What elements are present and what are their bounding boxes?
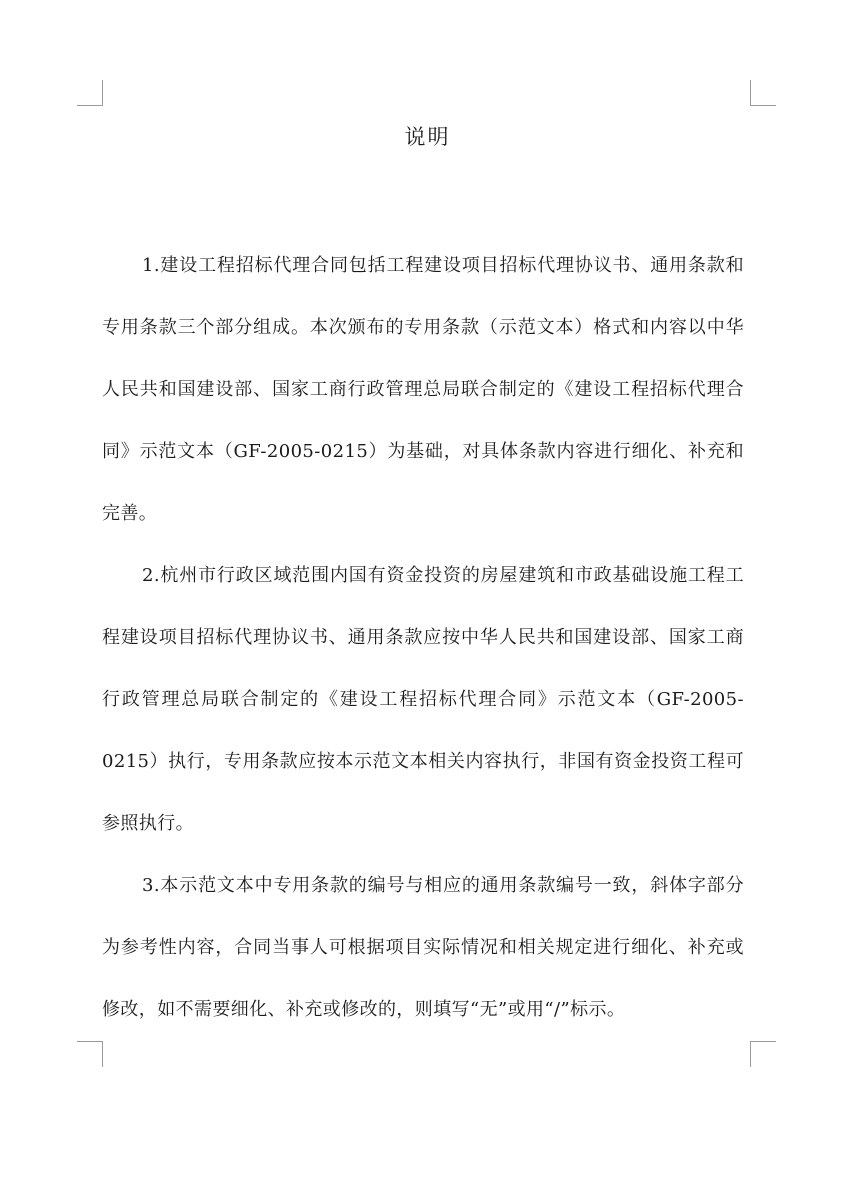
document-title: 说明 xyxy=(404,125,451,149)
paragraph-2: 2.杭州市行政区域范围内国有资金投资的房屋建筑和市政基础设施工程工程建设项目招标代理协议书、通用条款应按中华人民共和国建设部、国家工商行政管理总局联合制定的《建设工程招标代理合同》示范文本（GF-2005-0215）执行，专用条款应按本示范文本相关内容执行，非国有资金投资工程可参照执行。 xyxy=(102,565,744,834)
margin-mark-top-left xyxy=(77,80,103,106)
margin-mark-bottom-right xyxy=(750,1041,776,1067)
paragraph-1: 1.建设工程招标代理合同包括工程建设项目招标代理协议书、通用条款和专用条款三个部分组成。本次颁布的专用条款（示范文本）格式和内容以中华人民共和国建设部、国家工商行政管理总局联合制定的《建设工程招标代理合同》示范文本（GF-2005-0215）为基础，对具体条款内容进行细化、补充和完善。 xyxy=(102,255,744,524)
margin-mark-bottom-left xyxy=(77,1041,103,1067)
margin-mark-top-right xyxy=(750,80,776,106)
paragraph-3: 3.本示范文本中专用条款的编号与相应的通用条款编号一致，斜体字部分为参考性内容，合同当事人可根据项目实际情况和相关规定进行细化、补充或修改，如不需要细化、补充或修改的，则填写“无”或用“/”标示。 xyxy=(102,875,744,1020)
document-body xyxy=(102,235,744,1041)
